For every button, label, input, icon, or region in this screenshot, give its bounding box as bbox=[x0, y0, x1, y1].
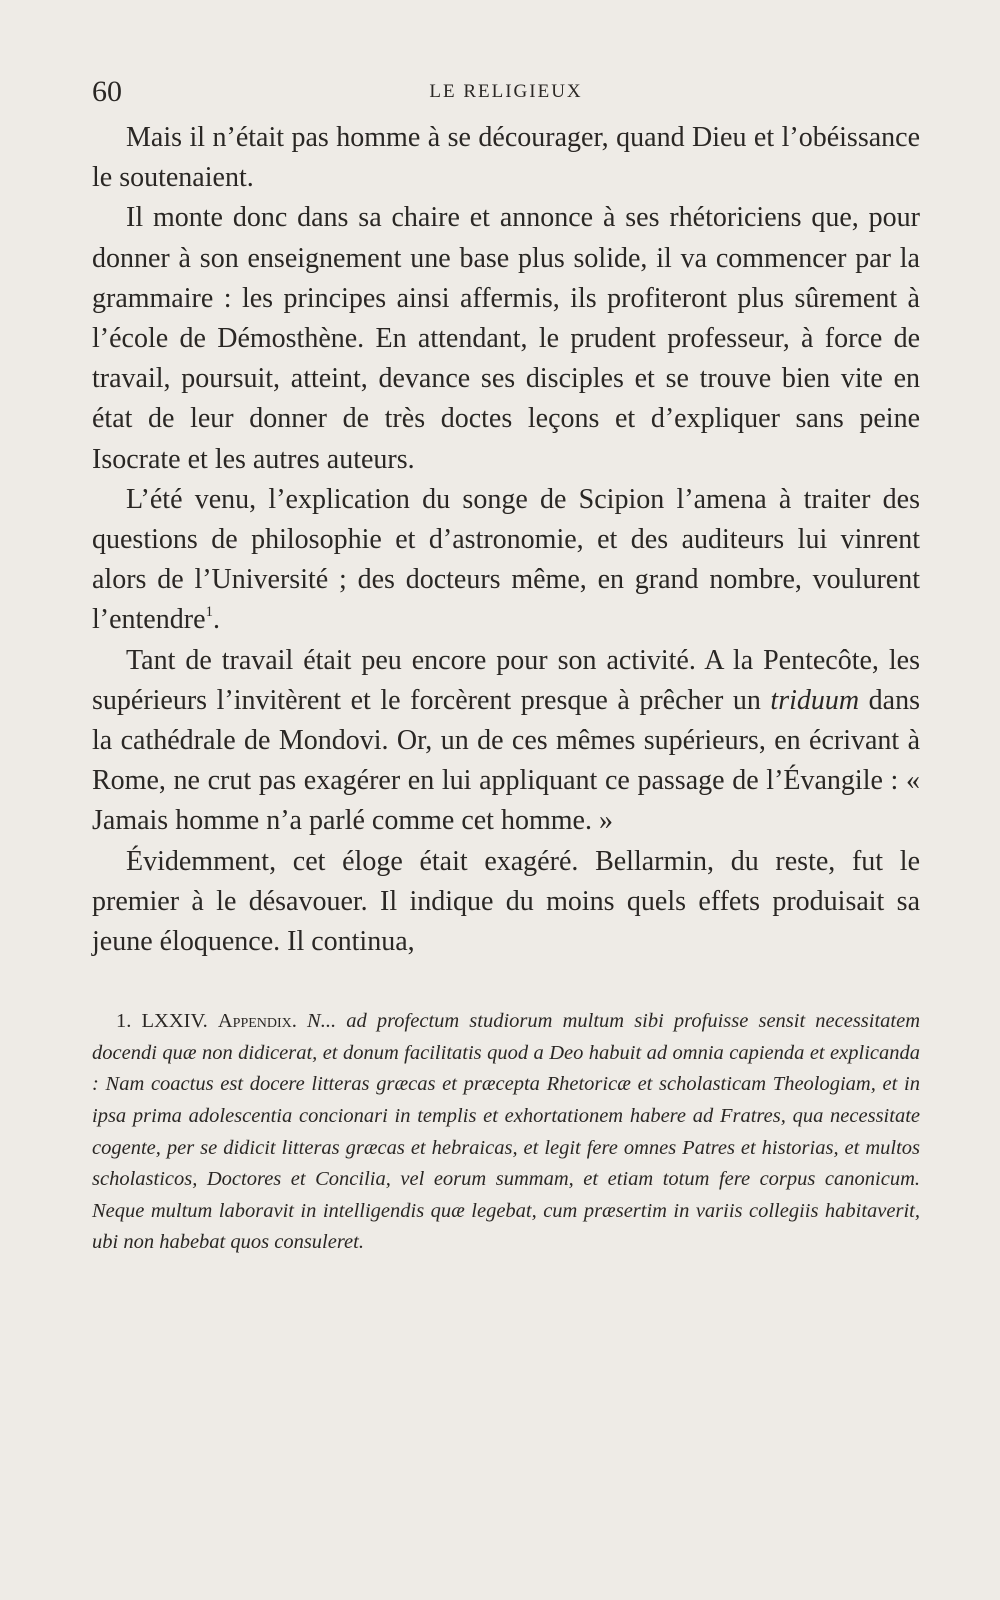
footnote-appendix: Appendix. bbox=[217, 1010, 297, 1033]
paragraph-4-text: Tant de travail était peu encore pour son activité. A la Pentecôte, les supérieurs l’invitèrent et le forcèrent presque à prêcher un bbox=[92, 644, 920, 716]
footnote-number: 1. bbox=[116, 1010, 132, 1033]
paragraph-3-end: . bbox=[213, 604, 220, 636]
running-head: LE RELIGIEUX bbox=[429, 81, 583, 102]
page-header bbox=[92, 72, 920, 112]
footnote-text: N... ad profectum studiorum multum sibi profuisse sensit necessitatem docendi quæ non didicerat, et donum facilitatis quod a Deo habuit ad omnia capienda et explicanda : Nam coactus est docere litteras græcas et præcepta Rhetoricæ et scholasticam Theologiam, et in ipsa prima adolescentia concionari in templis et exhortationem habere ad Fratres, qua necessitate cogente, per se didicit litteras græcas et hebraicas, et legit fere omnes Patres et historias, et multos scholasticos, Doctores et Concilia, vel eorum summam, et etiam totum fere corpus canonicum. Neque multum laboravit in intelligendis quæ legebat, cum præsertim in variis collegiis habitaverit, ubi non habebat quos consuleret. bbox=[92, 1010, 921, 1254]
footnote-reference: 1 bbox=[205, 604, 213, 621]
paragraph-4-rest: dans la cathédrale de Mondovi. Or, un de ces mêmes supérieurs, en écrivant à Rome, ne crut pas exagérer en lui appliquant ce passage de l’Évangile : « Jamais homme n’a parlé comme cet homme. » bbox=[92, 684, 920, 837]
body-text bbox=[92, 118, 920, 962]
book-page bbox=[92, 72, 920, 1259]
paragraph-2: Il monte donc dans sa chaire et annonce à ses rhétoriciens que, pour donner à son enseignement une base plus solide, il va commencer par la grammaire : les principes ainsi affermis, ils profiteront plus sûrement à l’école de Démosthène. En attendant, le prudent professeur, à force de travail, poursuit, atteint, devance ses disciples et se trouve bien vite en état de leur donner de très doctes leçons et d’expliquer sans peine Isocrate et les autres auteurs. bbox=[92, 202, 920, 475]
paragraph-3 bbox=[92, 480, 920, 641]
page-number: 60 bbox=[92, 75, 122, 108]
italic-triduum: triduum bbox=[770, 684, 860, 716]
paragraph-1: Mais il n’était pas homme à se décourager, quand Dieu et l’obéissance le soutenaient. bbox=[92, 122, 920, 194]
paragraph-5: Évidemment, cet éloge était exagéré. Bellarmin, du reste, fut le premier à le désavouer. Il indique du moins quels effets produisait sa jeune éloquence. Il continua, bbox=[92, 845, 920, 958]
footnote-reference-number: LXXIV. bbox=[141, 1010, 208, 1033]
paragraph-4 bbox=[92, 641, 920, 842]
footnotes bbox=[92, 1006, 920, 1259]
paragraph-3-text: L’été venu, l’explication du songe de Scipion l’amena à traiter des questions de philosophie et d’astronomie, et des auditeurs lui vinrent alors de l’Université ; des docteurs même, en grand nombre, voulurent l’entendre bbox=[92, 483, 920, 636]
footnote-1 bbox=[92, 1006, 920, 1259]
